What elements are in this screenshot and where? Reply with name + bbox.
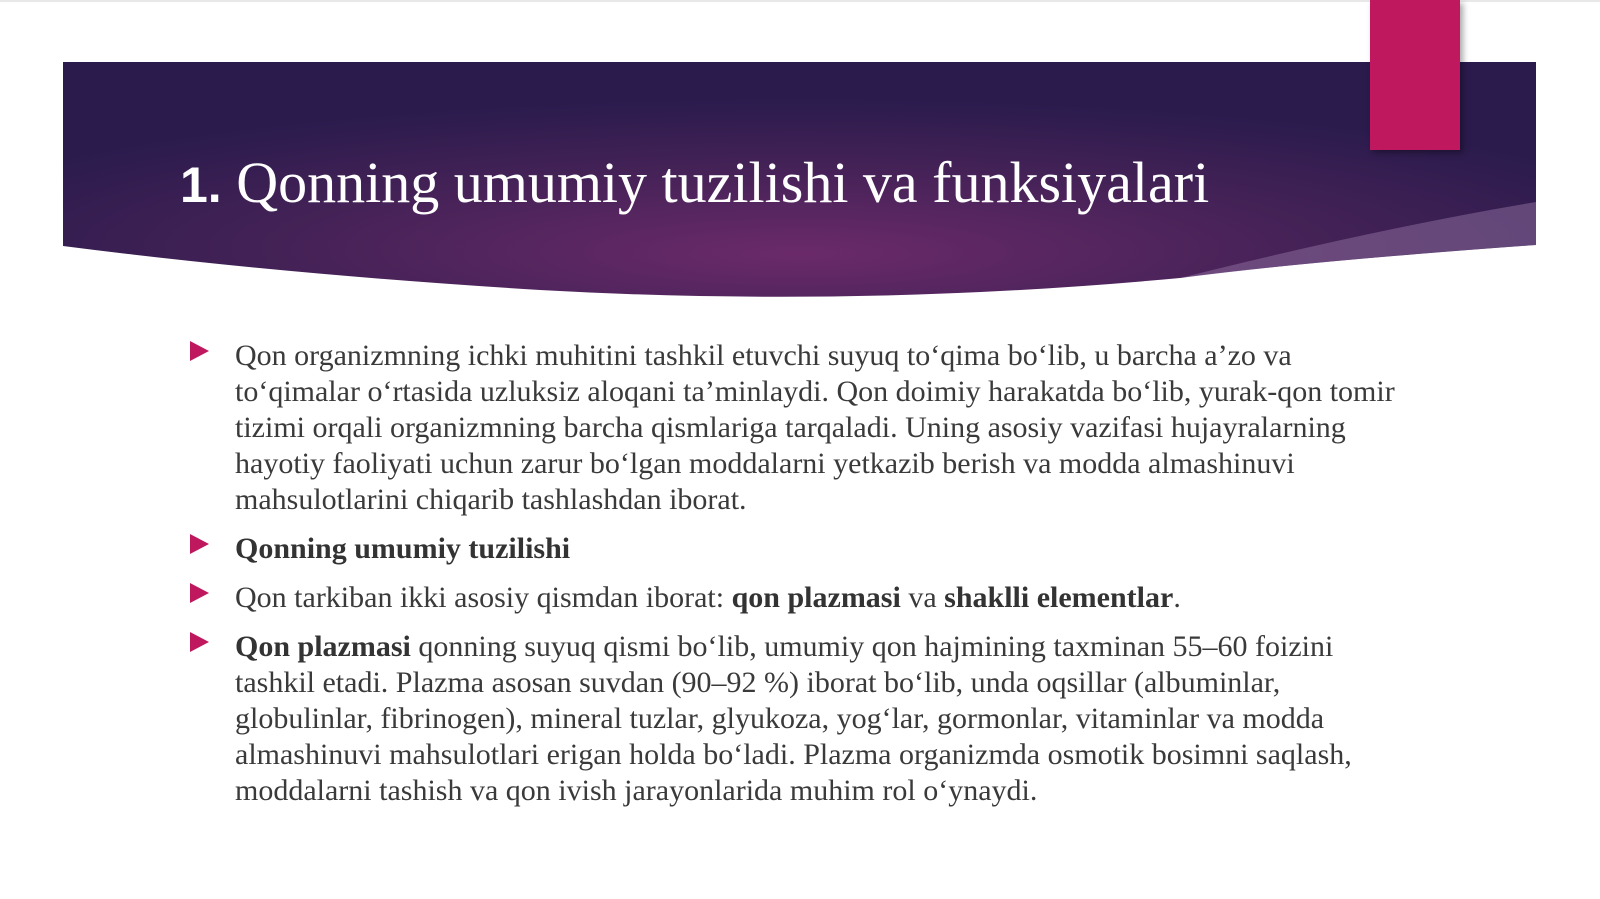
triangle-right-icon [190, 534, 209, 554]
bullet-text: qonning suyuq qismi bo‘lib, umumiy qon hajmining taxminan 55–60 foizini tashkil etadi. Plazma asosan suvdan (90–92 %) iborat bo‘lib, unda oqsillar (albuminlar, globulinlar, fibrinogen), mineral tuzlar, glyukoza, yog‘lar, gormonlar, vitaminlar va modda almashinuvi mahsulotlari erigan holda bo‘ladi. Plazma organizmda osmotik bosimni saqlash, moddalarni tashish va qon ivish jarayonlarida muhim rol o‘ynaydi. [235, 630, 1352, 807]
bullet-item [190, 338, 1400, 518]
bullet-text-prefix: Qon tarkiban ikki asosiy qismdan iborat: [235, 581, 732, 614]
slide-title [180, 140, 1209, 228]
bullet-text-suffix: . [1173, 581, 1181, 614]
bold-term: Qon plazmasi [235, 630, 411, 663]
triangle-right-icon [190, 632, 209, 652]
bullet-text: Qon organizmning ichki muhitini tashkil etuvchi suyuq to‘qima bo‘lib, u barcha a’zo va to‘qimalar o‘rtasida uzluksiz aloqani ta’minlaydi. Qon doimiy harakatda bo‘lib, yurak-qon tomir tizimi orqali organizmning barcha qismlariga tarqaladi. Uning asosiy vazifasi hujayralarning hayotiy faoliyati uchun zarur bo‘lgan moddalarni yetkazib berish va modda almashinuvi mahsulotlarini chiqarib tashlashdan iborat. [235, 339, 1395, 516]
bold-term: qon plazmasi [731, 581, 901, 614]
bullet-item [190, 580, 1400, 616]
bold-term: shaklli elementlar [944, 581, 1174, 614]
triangle-right-icon [190, 583, 209, 603]
bullet-list [190, 338, 1400, 822]
title-number: 1. [180, 157, 222, 213]
bullet-text-middle: va [900, 581, 945, 614]
title-text: Qonning umumiy tuzilishi va funksiyalari [236, 150, 1210, 215]
triangle-right-icon [190, 341, 209, 361]
bullet-item [190, 629, 1400, 809]
bullet-item [190, 531, 1400, 567]
accent-bar [1370, 0, 1460, 150]
section-heading: Qonning umumiy tuzilishi [235, 532, 571, 565]
